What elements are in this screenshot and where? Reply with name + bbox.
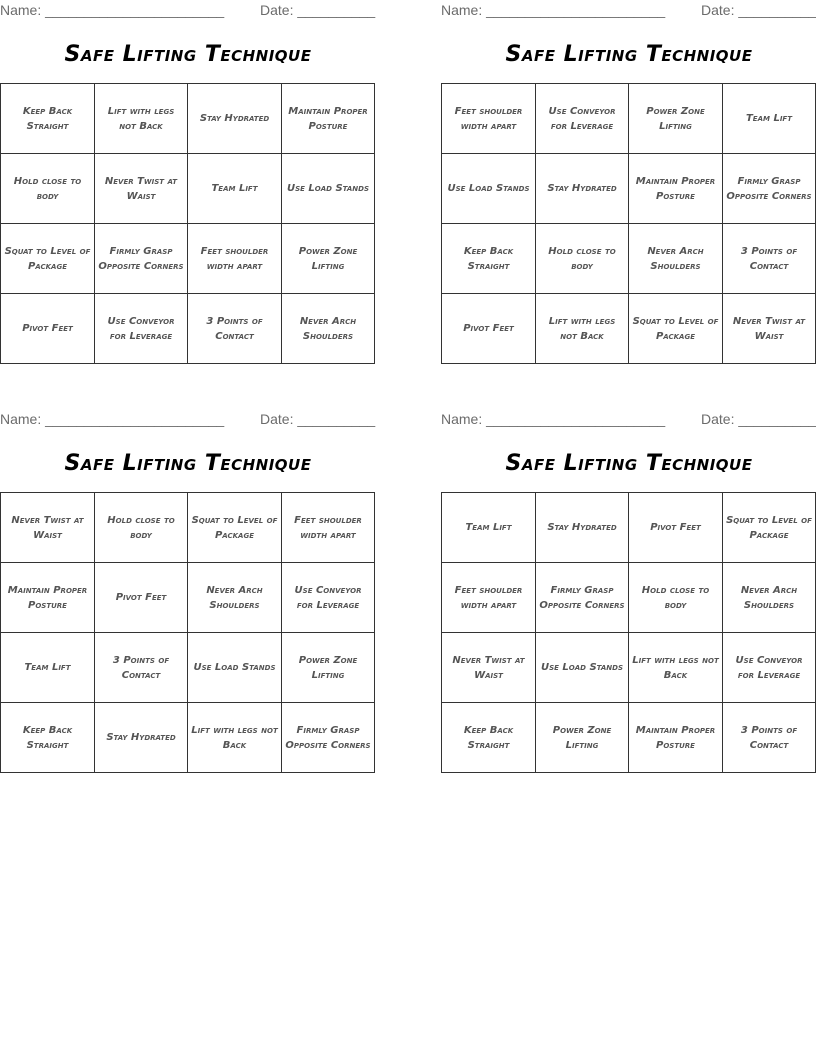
bingo-cell: Maintain Proper Posture — [629, 703, 723, 773]
bingo-cell: Use Conveyor for Leverage — [536, 84, 629, 154]
bingo-cell: Keep Back Straight — [1, 703, 95, 773]
bingo-cell: Feet shoulder width apart — [282, 493, 375, 563]
card-header — [441, 411, 816, 429]
bingo-cell: Squat to Level of Package — [1, 224, 95, 294]
bingo-cell: Team Lift — [188, 154, 282, 224]
bingo-cell: Team Lift — [1, 633, 95, 703]
bingo-cell: Team Lift — [723, 84, 816, 154]
bingo-cell: Squat to Level of Package — [629, 294, 723, 364]
bingo-cell: Keep Back Straight — [442, 224, 536, 294]
name-field-label: Name: _______________________ — [0, 2, 225, 18]
bingo-cell: Team Lift — [442, 493, 536, 563]
bingo-cell: Pivot Feet — [1, 294, 95, 364]
bingo-cell: Hold close to body — [629, 563, 723, 633]
bingo-cell: Stay Hydrated — [188, 84, 282, 154]
bingo-cell: Never Twist at Waist — [442, 633, 536, 703]
bingo-cell: Use Conveyor for Leverage — [95, 294, 188, 364]
bingo-cell: Power Zone Lifting — [629, 84, 723, 154]
bingo-cell: Never Arch Shoulders — [629, 224, 723, 294]
bingo-cell: Lift with legs not Back — [188, 703, 282, 773]
bingo-cell: Pivot Feet — [629, 493, 723, 563]
card-header — [0, 411, 376, 429]
bingo-cell: Firmly Grasp Opposite Corners — [95, 224, 188, 294]
bingo-cell: Use Conveyor for Leverage — [282, 563, 375, 633]
bingo-cell: Use Load Stands — [442, 154, 536, 224]
bingo-cell: Never Twist at Waist — [723, 294, 816, 364]
bingo-cell: Hold close to body — [536, 224, 629, 294]
bingo-grid — [441, 83, 816, 364]
bingo-cell: Use Load Stands — [188, 633, 282, 703]
bingo-card-1 — [0, 0, 376, 365]
bingo-cell: Squat to Level of Package — [188, 493, 282, 563]
bingo-cell: Lift with legs not Back — [95, 84, 188, 154]
bingo-cell: Never Arch Shoulders — [188, 563, 282, 633]
bingo-cell: Firmly Grasp Opposite Corners — [282, 703, 375, 773]
bingo-cell: Stay Hydrated — [95, 703, 188, 773]
card-title: Safe Lifting Technique — [64, 42, 312, 67]
bingo-cell: Maintain Proper Posture — [629, 154, 723, 224]
bingo-cell: Lift with legs not Back — [629, 633, 723, 703]
bingo-cell: 3 Points of Contact — [95, 633, 188, 703]
card-header — [0, 2, 376, 20]
bingo-grid — [441, 492, 816, 773]
bingo-cell: Stay Hydrated — [536, 154, 629, 224]
bingo-cell: Never Arch Shoulders — [282, 294, 375, 364]
bingo-cell: Power Zone Lifting — [536, 703, 629, 773]
bingo-cell: Maintain Proper Posture — [282, 84, 375, 154]
name-field-label: Name: _______________________ — [441, 2, 666, 18]
bingo-cell: Firmly Grasp Opposite Corners — [723, 154, 816, 224]
bingo-cell: Keep Back Straight — [442, 703, 536, 773]
bingo-cell: Pivot Feet — [95, 563, 188, 633]
bingo-cell: Never Twist at Waist — [1, 493, 95, 563]
bingo-cell: Never Arch Shoulders — [723, 563, 816, 633]
bingo-cell: Power Zone Lifting — [282, 633, 375, 703]
bingo-cell: Feet shoulder width apart — [188, 224, 282, 294]
bingo-cell: Hold close to body — [1, 154, 95, 224]
bingo-cell: Use Load Stands — [536, 633, 629, 703]
bingo-cell: Lift with legs not Back — [536, 294, 629, 364]
bingo-card-3 — [0, 409, 376, 774]
bingo-cell: 3 Points of Contact — [723, 224, 816, 294]
bingo-card-4 — [441, 409, 816, 774]
bingo-cell: Stay Hydrated — [536, 493, 629, 563]
bingo-cell: Use Conveyor for Leverage — [723, 633, 816, 703]
bingo-cell: Feet shoulder width apart — [442, 84, 536, 154]
bingo-cell: Maintain Proper Posture — [1, 563, 95, 633]
bingo-cell: Pivot Feet — [442, 294, 536, 364]
bingo-grid — [0, 492, 375, 773]
bingo-cell: Never Twist at Waist — [95, 154, 188, 224]
bingo-card-2 — [441, 0, 816, 365]
date-field-label: Date: __________ — [701, 2, 816, 18]
card-title: Safe Lifting Technique — [64, 451, 312, 476]
bingo-cell: Use Load Stands — [282, 154, 375, 224]
bingo-cell: Firmly Grasp Opposite Corners — [536, 563, 629, 633]
bingo-cell: Keep Back Straight — [1, 84, 95, 154]
bingo-cell: 3 Points of Contact — [723, 703, 816, 773]
date-field-label: Date: __________ — [260, 411, 376, 427]
bingo-cell: Squat to Level of Package — [723, 493, 816, 563]
name-field-label: Name: _______________________ — [0, 411, 225, 427]
date-field-label: Date: __________ — [260, 2, 376, 18]
name-field-label: Name: _______________________ — [441, 411, 666, 427]
bingo-cell: Feet shoulder width apart — [442, 563, 536, 633]
card-header — [441, 2, 816, 20]
card-title: Safe Lifting Technique — [505, 451, 753, 476]
date-field-label: Date: __________ — [701, 411, 816, 427]
bingo-cell: Power Zone Lifting — [282, 224, 375, 294]
bingo-grid — [0, 83, 375, 364]
card-title: Safe Lifting Technique — [505, 42, 753, 67]
bingo-cell: 3 Points of Contact — [188, 294, 282, 364]
bingo-cell: Hold close to body — [95, 493, 188, 563]
